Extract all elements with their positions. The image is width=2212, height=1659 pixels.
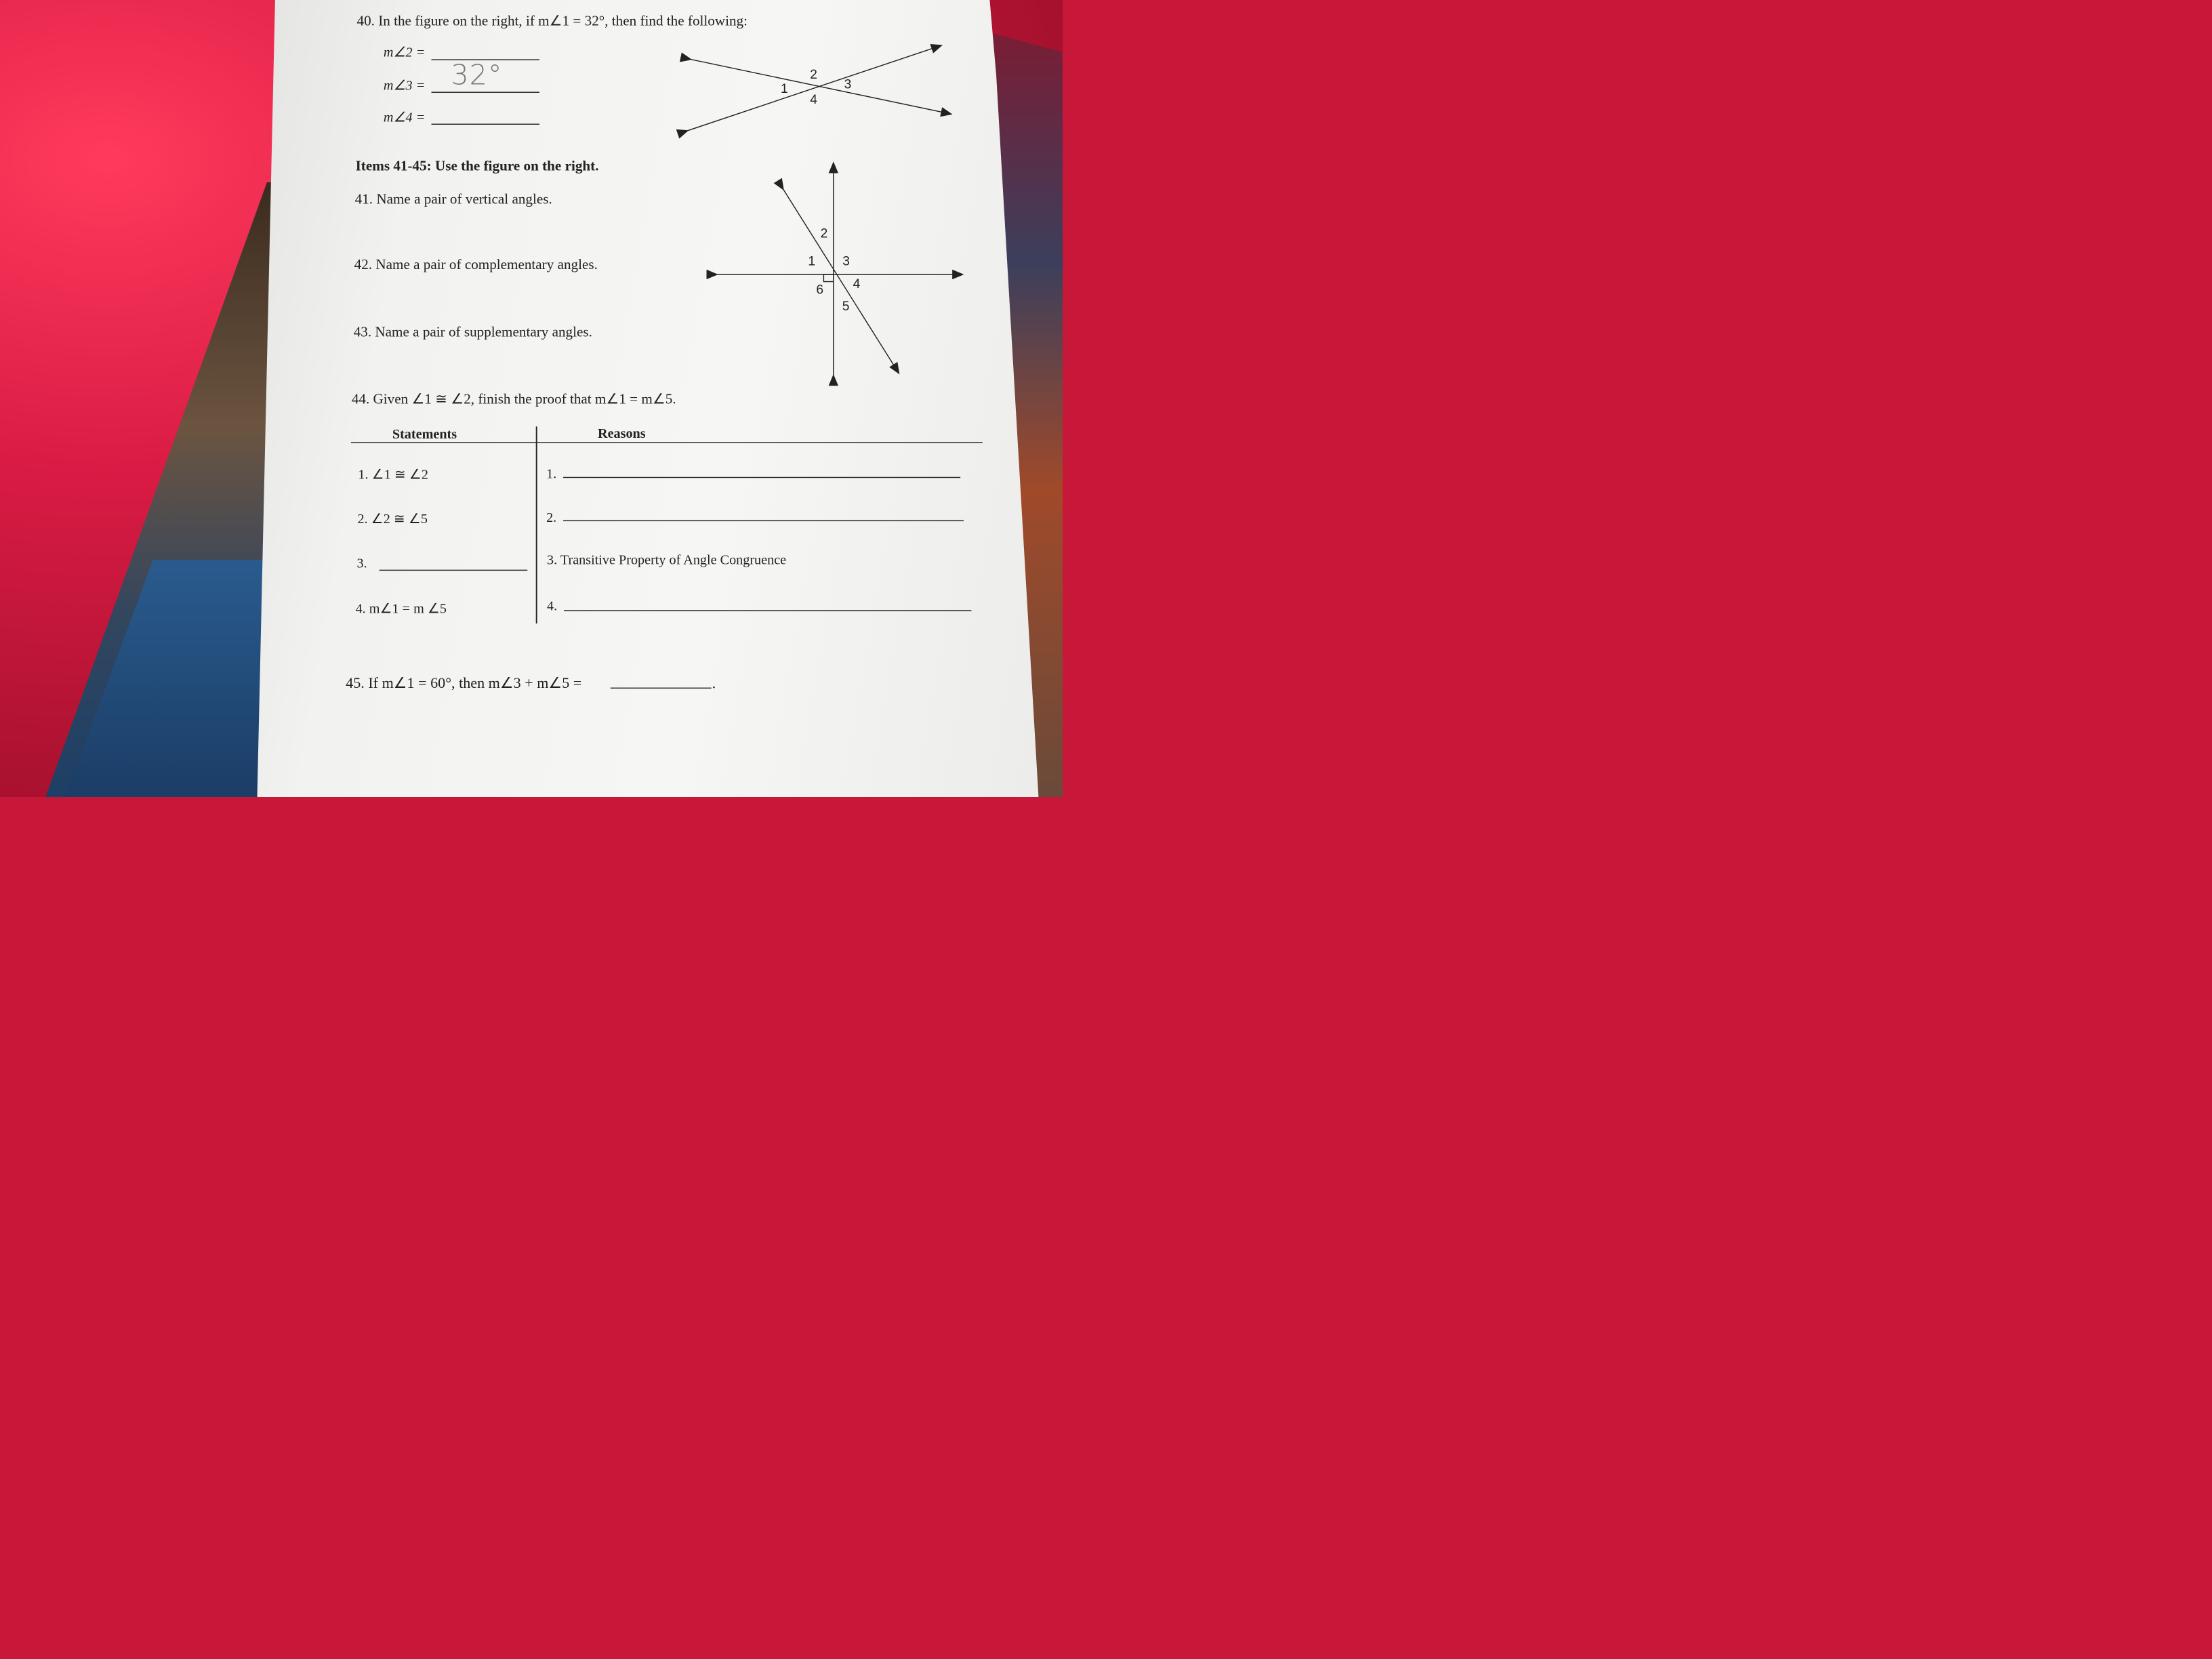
q45-answer-line[interactable]: [611, 688, 712, 689]
items-figure: [710, 159, 970, 387]
q43-prompt: 43. Name a pair of supplementary angles.: [353, 323, 592, 340]
figure1-line-b: [687, 45, 941, 131]
statement-2: 2. ∠2 ≅ ∠5: [357, 511, 428, 527]
q40-prompt: 40. In the figure on the right, if m∠1 = 32°, then find the following:: [356, 12, 747, 29]
figure2-label-1: 1: [808, 254, 816, 269]
q44-prompt: 44. Given ∠1 ≅ ∠2, finish the proof that m∠1 = m∠5.: [351, 390, 676, 407]
items-heading: Items 41-45: Use the figure on the right.: [355, 157, 599, 174]
reason-1-answer-line[interactable]: [563, 477, 960, 478]
q40-figure: [677, 39, 957, 137]
reason-2: 2.: [546, 510, 557, 525]
q45-prompt: 45. If m∠1 = 60°, then m∠3 + m∠5 =: [346, 674, 582, 691]
q40-m3-handwritten-answer: 32°: [451, 58, 503, 91]
reasons-header: Reasons: [597, 426, 646, 441]
statement-3-answer-line[interactable]: [380, 570, 528, 571]
q40-m4-answer-line[interactable]: [432, 124, 539, 125]
q40-m3-label: m∠3 =: [383, 78, 426, 94]
proof-table-header-rule: [351, 442, 983, 443]
proof-table-divider: [536, 426, 537, 623]
q41-prompt: 41. Name a pair of vertical angles.: [354, 190, 552, 207]
statements-header: Statements: [392, 426, 457, 442]
figure1-label-4: 4: [810, 92, 817, 107]
q40-m4-label: m∠4 =: [383, 110, 426, 125]
statement-4: 4. m∠1 = m ∠5: [355, 601, 447, 617]
reason-4-answer-line[interactable]: [564, 610, 971, 611]
q45-end-period: .: [712, 674, 716, 692]
figure1-label-1: 1: [780, 81, 788, 96]
figure1-label-3: 3: [844, 77, 852, 92]
q40-m3-answer-line[interactable]: [432, 91, 539, 92]
figure2-label-4: 4: [853, 277, 861, 292]
reason-1: 1.: [546, 466, 557, 482]
figure2-label-3: 3: [842, 254, 850, 269]
figure1-label-2: 2: [810, 68, 817, 83]
q40-m2-label: m∠2 =: [383, 45, 426, 60]
figure2-label-5: 5: [842, 299, 850, 314]
reason-3: 3. Transitive Property of Angle Congruence: [547, 552, 787, 568]
figure2-label-2: 2: [820, 226, 828, 241]
statement-3: 3.: [356, 556, 367, 571]
figure2-label-6: 6: [816, 283, 824, 298]
reason-2-answer-line[interactable]: [563, 520, 964, 521]
figure2-diagonal-line: [783, 189, 899, 373]
figure1-line-a: [690, 59, 950, 114]
reason-4: 4.: [547, 598, 558, 614]
q42-prompt: 42. Name a pair of complementary angles.: [354, 256, 598, 272]
figure2-right-angle-mark: [823, 274, 833, 282]
statement-1: 1. ∠1 ≅ ∠2: [358, 467, 428, 483]
